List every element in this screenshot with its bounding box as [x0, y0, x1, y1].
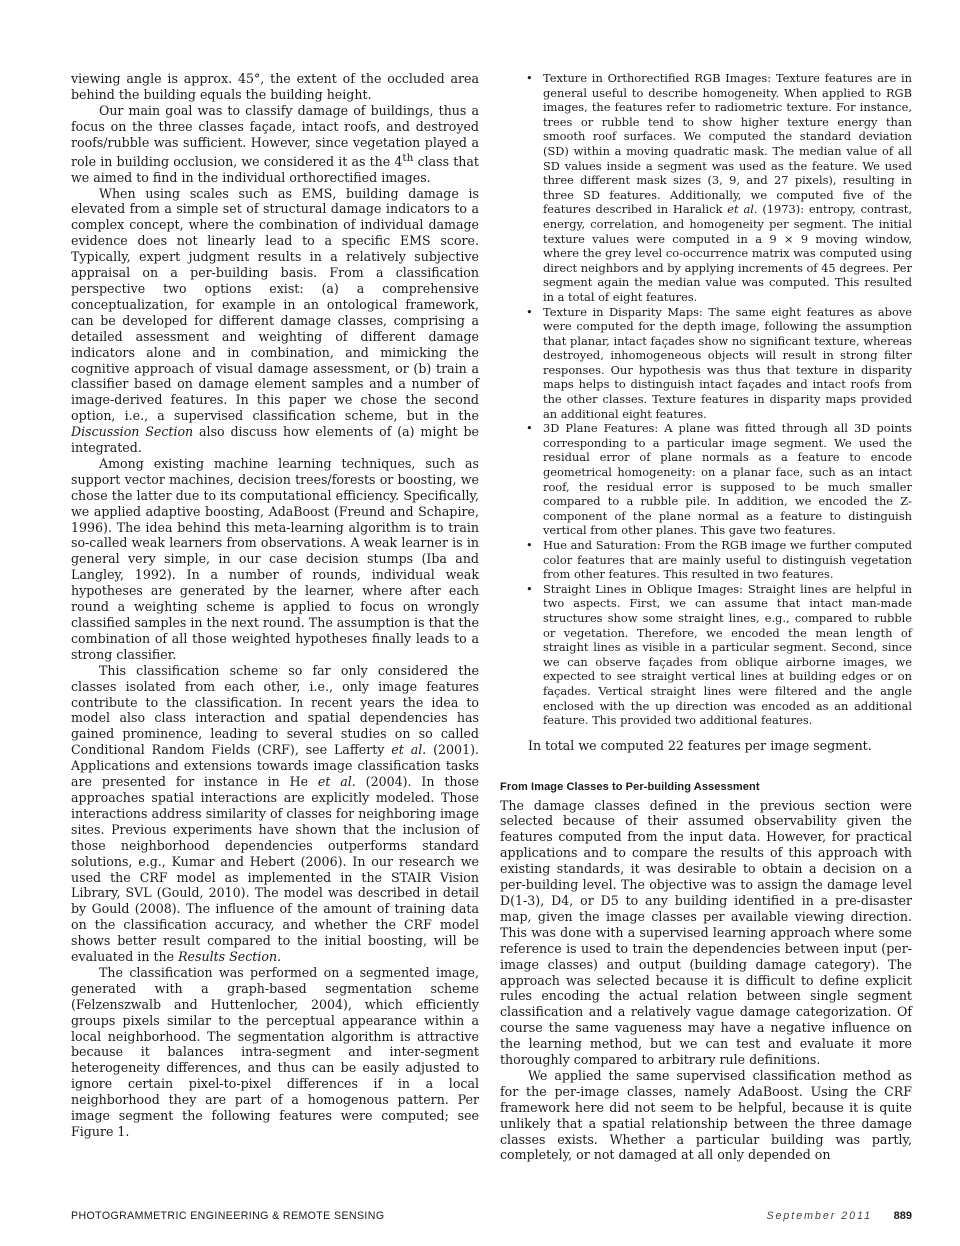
bullet-icon: • [526, 581, 533, 596]
paragraph-main-goal: Our main goal was to classify damage of buildings, thus a focus on the three classes façade, intact roofs, and destroyed roofs/rubble was sufficient. However, since vegetation played a role in building occlusion, we considered it as the 4th class that we aimed to find in the individual orthorectified images. [71, 102, 479, 185]
bullet-icon: • [526, 71, 533, 85]
list-item: • Texture in Disparity Maps: The same eight features as above were computed for the depth image, following the assumption that planar, intact façades show no significant texture, whereas destroyed, inhomogeneous objects will result in strong filter responses. Our hypothesis was thus that texture in disparity maps helps to distinguish intact façades and intact roofs from the other classes. Texture features in disparity maps provided an additional eight features. [526, 304, 912, 421]
paragraph-feature-total: In total we computed 22 features per image segment. [528, 737, 872, 753]
paragraph-supervised-method: We applied the same supervised classification method as for the per-image classes, namely AdaBoost. Using the CRF framework here did not seem to be helpful, because it is quite unlikely that a spatial relationship between the three damage classes exists. Whether a particular building was partly, completely, or not damaged at all only depended on [500, 1067, 912, 1163]
list-item: • Texture in Orthorectified RGB Images: Texture features are in general useful to describe homogeneity. When applied to RGB images, the features refer to radiometric texture. For instance, trees or rubble tend to show higher texture energy than smooth roof surfaces. We computed the standard deviation (SD) within a moving quadratic mask. The median value of all SD values inside a segment was used as the feature. We used three different mask sizes (3, 9, and 27 pixels), resulting in three SD features. Additionally, we computed five of the features described in Haralick et al. (1973): entropy, contrast, energy, correlation, and homogeneity per segment. The initial texture values were computed in a 9 × 9 moving window, where the grey level co-occurrence matrix was computed using direct neighbors and by applying increments of 45 degrees. Per segment again the median value was computed. This resulted in a total of eight features. [526, 71, 913, 304]
list-item: • Straight Lines in Oblique Images: Straight lines are helpful in two aspects. First, we can assume that intact man-made structures show some straight lines, e.g., compared to rubble or vegetation. Therefore, we encoded the mean length of straight lines as visible in a particular segment. Second, since we can observe façades from oblique airborne images, we expected to see straight vertical lines at building edges or on façades. Vertical straight lines were filtered and the angle enclosed with the up direction was encoded as an additional feature. This provided two additional features. [526, 581, 912, 728]
paragraph-crf: This classification scheme so far only considered the classes isolated from each other, i.e., only image features contribute to the classification. In recent years the idea to model also class interaction and spatial dependencies has gained prominence, leading to several studies on so called Conditional Random Fields (CRF), see Lafferty et al. (2001). Applications and extensions towards image classification tasks are presented for instance in He et al. (2004). In those approaches spatial interactions are explicitly modeled. Those interactions address similarity of classes for neighboring image sites. Previous experiments have shown that the inclusion of those neighborhood dependencies outperforms standard solutions, e.g., Kumar and Hebert (2006). In our research we used the CRF model as implemented in the STAIR Vision Library, SVL (Gould, 2010). The model was described in detail by Gould (2008). The influence of the amount of training data on the classification accuracy, and whether the CRF model shows better result compared to the initial boosting, will be evaluated in the Results Section. [71, 662, 479, 965]
right-column [500, 71, 912, 1163]
paragraph-ems-scales: When using scales such as EMS, building damage is elevated from a simple set of structural damage indicators to a complex concept, where the combination of individual damage evidence does not linearly lead to a specific EMS score. Typically, expert judgment results in a relatively subjective appraisal on a per-building basis. From a classification perspective two options exist: (a) a comprehensive conceptualization, for example in an ontological framework, can be developed for different damage classes, comprising a detailed assessment and weighting of different damage indicators alone and in combination, and mimicking the cognitive approach of visual damage assessment, or (b) train a classifier based on damage element samples and a number of image-derived features. In this paper we chose the second option, i.e., a supervised classification scheme, but in the Discussion Section also discuss how elements of (a) might be integrated. [71, 185, 480, 456]
bullet-icon: • [526, 304, 533, 319]
section-reference: Discussion Section [71, 424, 194, 440]
paragraph-segmentation: The classification was performed on a segmented image, generated with a graph-based segmentation scheme (Felzenszwalb and Huttenlocher, 2004), which efficiently groups pixels similar to the perceptual appearance within a local neighborhood. The segmentation algorithm is attractive because it balances intra-segment and inter-segment heterogeneity differences, and thus can be easily adjusted to ignore certain pixel-to-pixel differences if in a local neighborhood they are part of a homogenous pattern. Per image segment the following features were computed; see Figure 1. [71, 964, 479, 1139]
section-reference: Results Section [178, 949, 278, 965]
page-number: 889 [893, 1210, 912, 1222]
left-column [71, 71, 479, 1140]
list-item: • 3D Plane Features: A plane was fitted through all 3D points corresponding to a particular image segment. We used the residual error of plane normals as a feature to encode geometrical homogeneity: on a planar face, such as an intact roof, the residual error is supposed to be much smaller compared to a rubble pile. In addition, we encoded the Z-component of the plane normal as a feature to distinguish vertical from other planes. This gave two features. [526, 421, 912, 538]
paragraph-occluded-area: viewing angle is approx. 45°, the extent of the occluded area behind the building equals the building height. [71, 71, 479, 102]
issue-date: September 2011 [766, 1210, 872, 1222]
journal-title: PHOTOGRAMMETRIC ENGINEERING & REMOTE SENSING [71, 1210, 385, 1222]
bullet-icon: • [526, 421, 533, 436]
feature-list [500, 71, 912, 728]
list-item: • Hue and Saturation: From the RGB image we further computed color features that are mainly useful to distinguish vegetation from other features. This resulted in two features. [526, 538, 912, 582]
ordinal-suffix: th [402, 151, 414, 164]
page-footer [71, 1210, 912, 1228]
bullet-icon: • [526, 538, 533, 552]
paragraph-adaboost: Among existing machine learning techniques, such as support vector machines, decision trees/forests or boosting, we chose the latter due to its computational efficiency. Specifically, we applied adaptive boosting, AdaBoost (Freund and Schapire, 1996). The idea behind this meta-learning algorithm is to train so-called weak learners from observations. A weak learner is in general very simple, in our case decision stumps (Iba and Langley, 1992). In a number of rounds, individual weak hypotheses are generated by the learner, where after each round a weighting scheme is applied to focus on wrongly classified samples in the next round. The assumption is that the combination of all those weighted hypotheses finally leads to a strong classifier. [71, 455, 479, 662]
paragraph-damage-classes: The damage classes defined in the previous section were selected because of their assumed observability given the features computed from the input data. However, for practical applications and to compare the results of this approach with existing standards, it was desirable to obtain a decision on a per-building level. The objective was to assign the damage level D(1-3), D4, or D5 to any building identified in a pre-disaster map, given the image classes per available viewing direction. This was done with a supervised learning approach where some reference is used to train the dependencies between input (per-image classes) and output (building damage category). The approach was selected because it is difficult to define explicit rules encoding the actual relation between single segment classification and a relatively vague damage categorization. Of course the same vagueness may have a negative influence on the learning method, but we can test and evaluate it more thoroughly compared to arbitrary rule definitions. [500, 797, 912, 1068]
section-heading: From Image Classes to Per-building Assessment [500, 780, 760, 793]
